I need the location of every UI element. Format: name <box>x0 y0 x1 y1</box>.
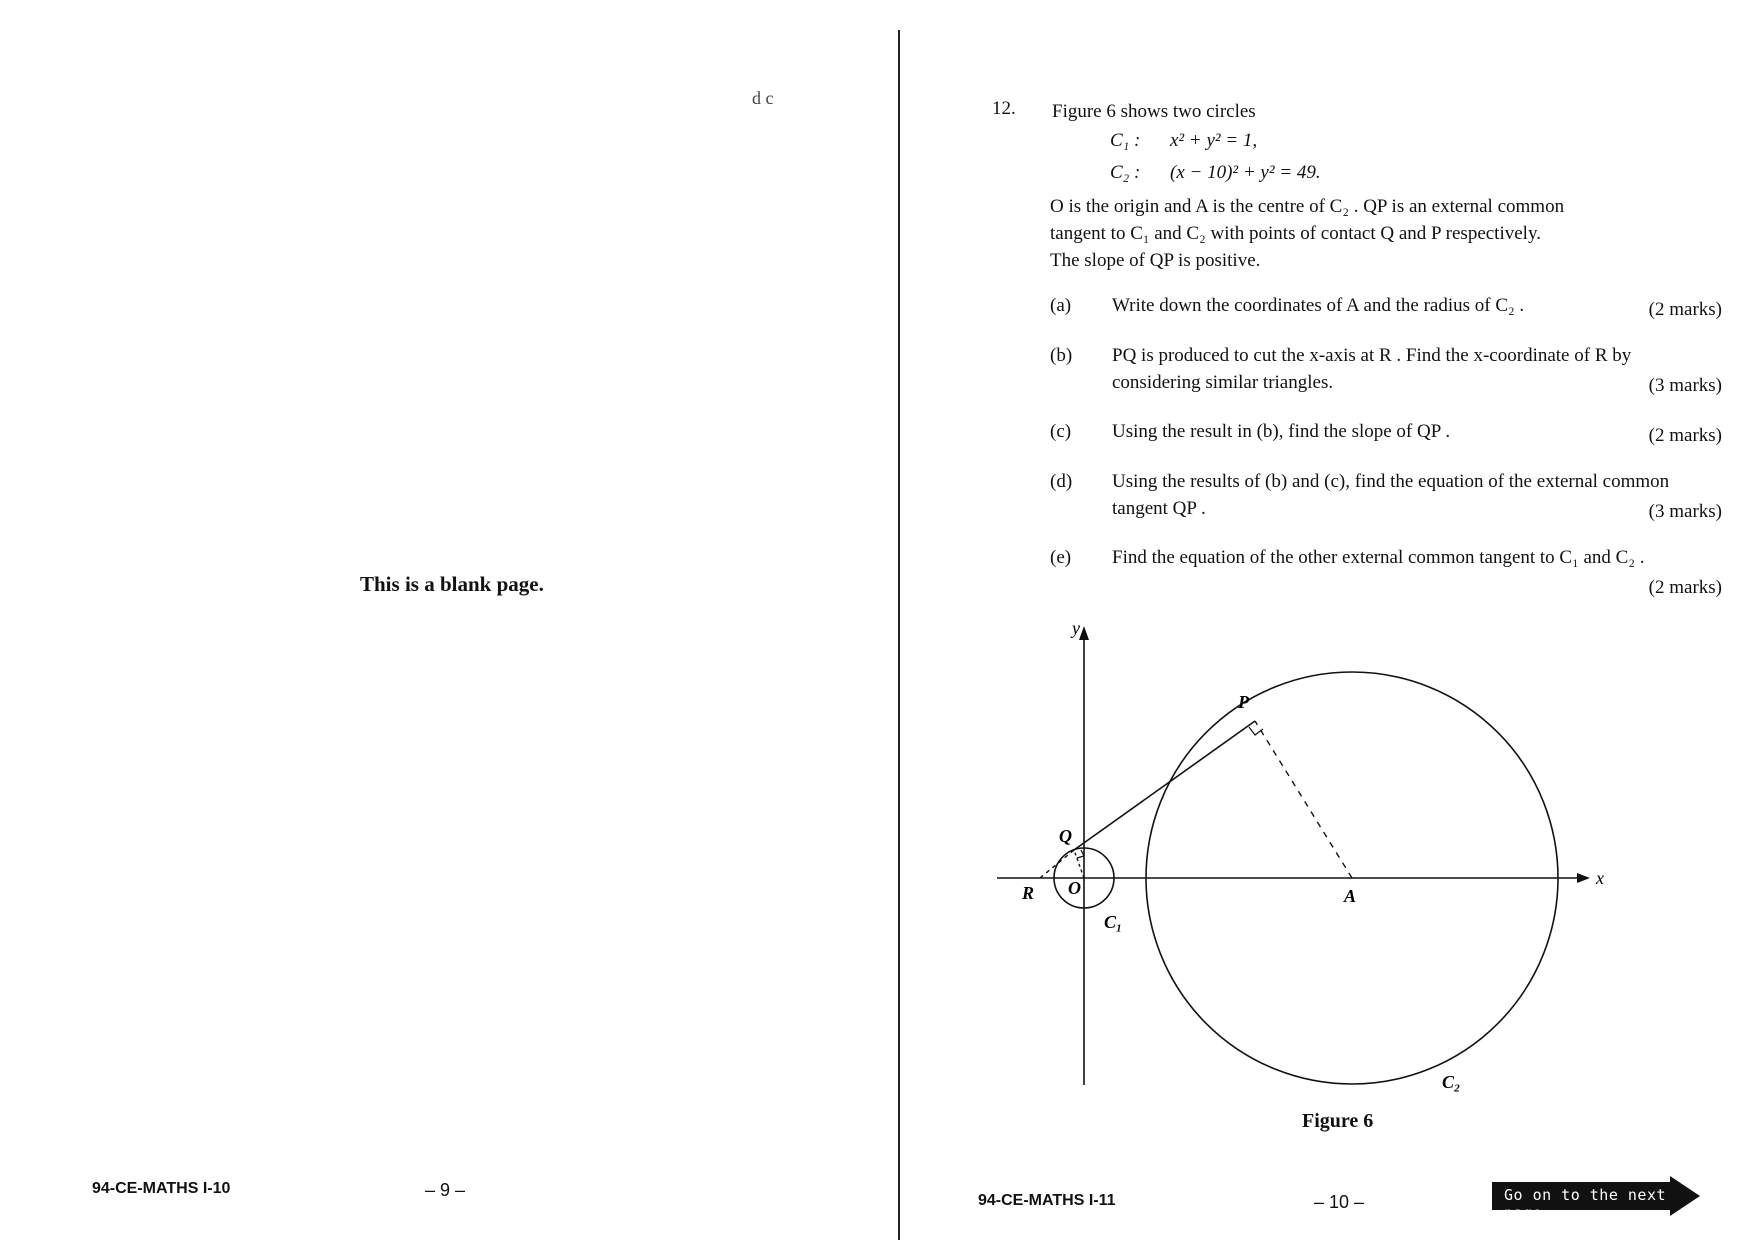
right-angle-p <box>1249 727 1263 735</box>
label-x: x <box>1596 868 1604 888</box>
label-y: y <box>1072 618 1080 638</box>
label-p: P <box>1238 692 1249 712</box>
y-axis-arrow <box>1079 626 1089 640</box>
blank-page-text: This is a blank page. <box>360 572 544 596</box>
footer-exam-code: 94-CE-MATHS I-11 <box>978 1192 1116 1209</box>
part-label: (e) <box>1050 547 1072 568</box>
part-e <box>1050 544 1722 600</box>
stem-line-3: The slope of QP is positive. <box>1050 250 1261 271</box>
part-label: (c) <box>1050 421 1072 442</box>
part-text: Using the results of (b) and (c), find the equation of the external common tangent QP . <box>1112 471 1670 519</box>
part-d <box>1050 468 1722 524</box>
part-b <box>1050 342 1722 398</box>
stem-line-1: O is the origin and A is the centre of C₂ . QP is an external common <box>1050 196 1565 217</box>
label-a: A <box>1344 886 1357 906</box>
radius-ap <box>1255 721 1352 878</box>
c1-label: C₁ : <box>1110 130 1141 151</box>
next-page-label: Go on to the next page <box>1504 1186 1667 1222</box>
part-text: Find the equation of the other external common tangent to C₁ and C₂ . <box>1112 547 1645 568</box>
part-label: (a) <box>1050 295 1072 316</box>
label-c2: C₂ <box>1442 1072 1461 1092</box>
right-page <box>902 0 1752 1240</box>
scan-speck: d c <box>752 88 774 108</box>
part-marks: (2 marks) <box>1648 577 1722 598</box>
right-angle-q <box>1077 850 1084 858</box>
part-label: (d) <box>1050 471 1073 492</box>
figure-6-diagram <box>992 610 1612 1100</box>
tangent-qp <box>1074 721 1255 850</box>
c2-equation: (x − 10)² + y² = 49. <box>1170 162 1321 183</box>
part-c <box>1050 418 1722 448</box>
part-marks: (2 marks) <box>1648 425 1722 446</box>
x-axis-arrow <box>1577 873 1590 883</box>
label-r: R <box>1022 883 1035 903</box>
footer-page-number: – 10 – <box>1314 1192 1365 1212</box>
label-q: Q <box>1059 826 1072 846</box>
footer-exam-code: 94-CE-MATHS I-10 <box>92 1180 231 1197</box>
next-page-banner <box>1492 1176 1702 1222</box>
c1-equation: x² + y² = 1, <box>1170 130 1258 151</box>
part-text: Using the result in (b), find the slope of QP . <box>1112 421 1451 442</box>
page-divider <box>898 30 900 1240</box>
part-text: Write down the coordinates of A and the radius of C₂ . <box>1112 295 1525 316</box>
question-number: 12. <box>992 98 1016 119</box>
question-stem <box>1050 193 1710 274</box>
part-text: PQ is produced to cut the x-axis at R . Find the x-coordinate of R by considering similar triangles. <box>1112 345 1632 393</box>
part-marks: (3 marks) <box>1648 501 1722 522</box>
footer-page-number: – 9 – <box>425 1180 466 1200</box>
part-label: (b) <box>1050 345 1073 366</box>
part-marks: (2 marks) <box>1648 299 1722 320</box>
label-o: O <box>1068 878 1081 898</box>
part-a <box>1050 292 1722 322</box>
question-intro: Figure 6 shows two circles <box>1052 101 1256 122</box>
part-marks: (3 marks) <box>1648 375 1722 396</box>
stem-line-2: tangent to C₁ and C₂ with points of contact Q and P respectively. <box>1050 223 1541 244</box>
c2-label: C₂ : <box>1110 162 1141 183</box>
figure-caption: Figure 6 <box>1302 1110 1374 1132</box>
label-c1: C₁ <box>1104 912 1123 932</box>
